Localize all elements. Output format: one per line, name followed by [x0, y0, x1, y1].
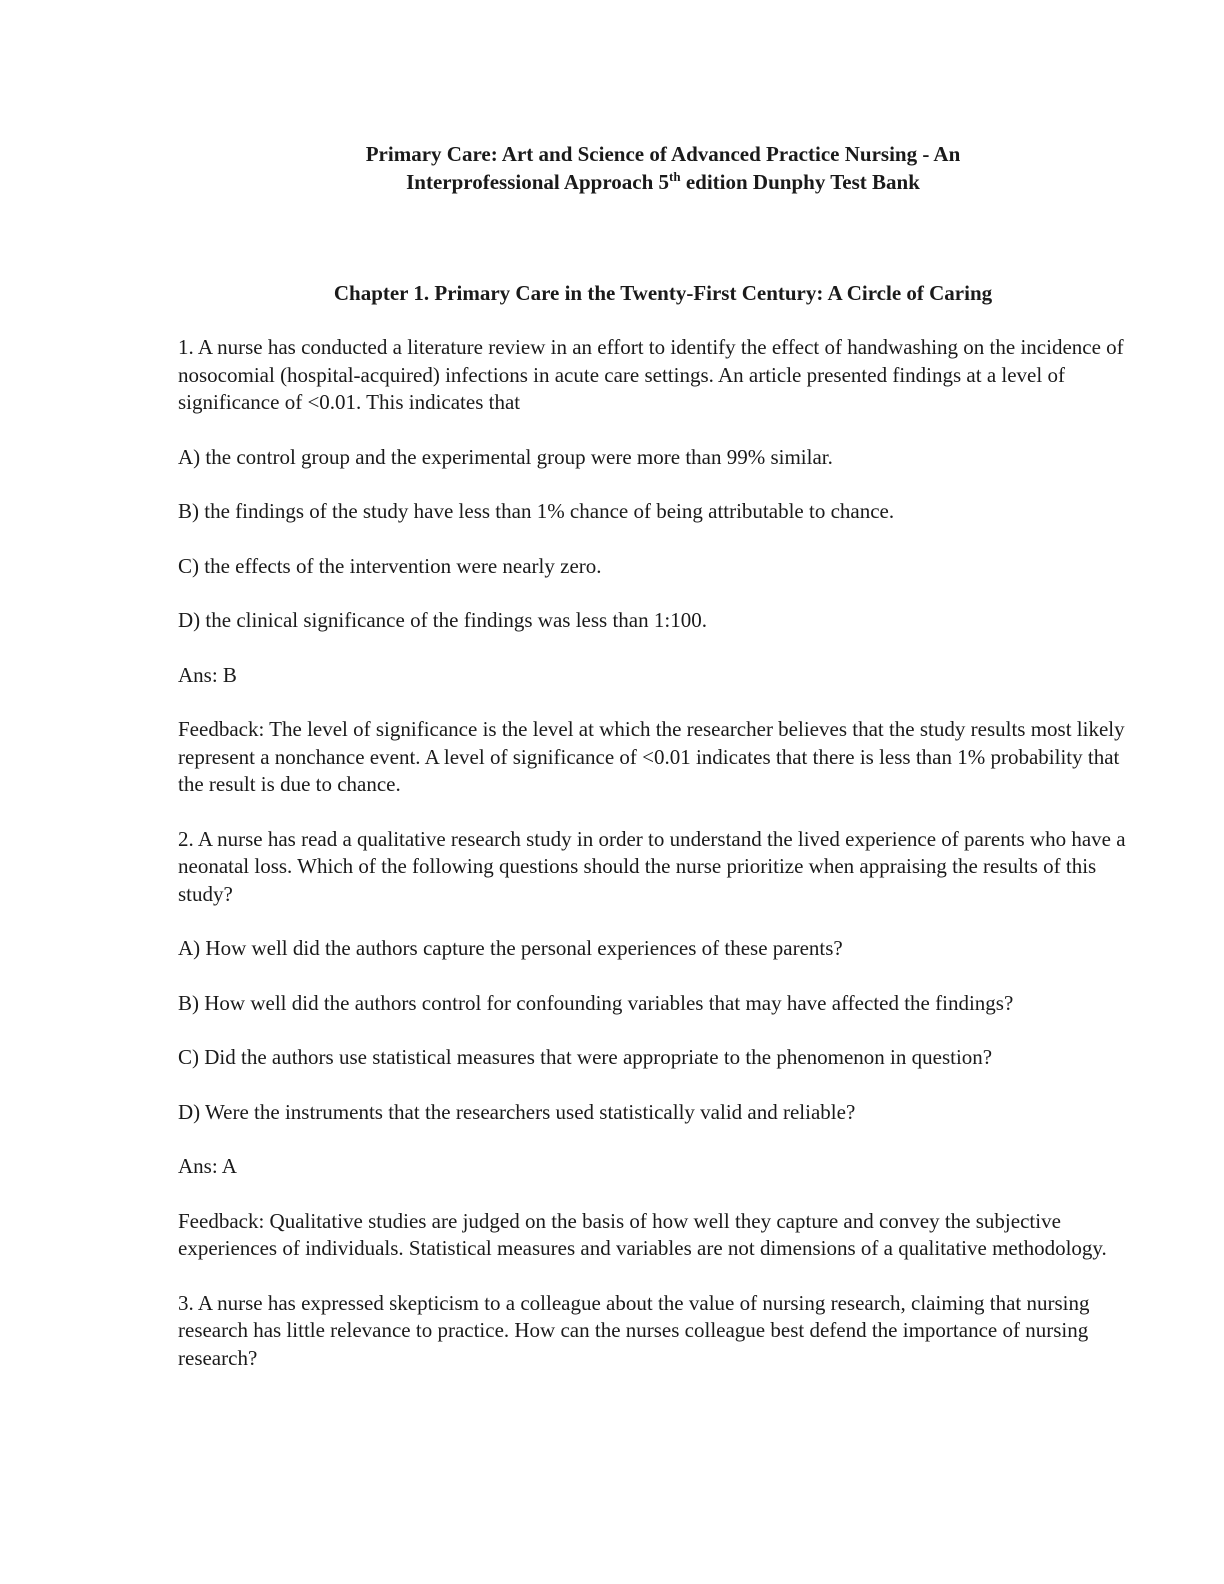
- question-1-answer: Ans: B: [178, 662, 237, 687]
- question-1-option-a: A) the control group and the experimental group were more than 99% similar.: [178, 444, 833, 469]
- question-2-option-c: C) Did the authors use statistical measures that were appropriate to the phenomenon in question?: [178, 1045, 993, 1069]
- document-page: [178, 140, 1148, 1372]
- question-2-feedback: Feedback: Qualitative studies are judged on the basis of how well they capture and convey the subjective experiences of individuals. Statistical measures and variables are not dimensions of a qualitative methodology.: [178, 1208, 1107, 1260]
- question-2-stem: 2. A nurse has read a qualitative research study in order to understand the lived experience of parents who have a neonatal loss. Which of the following questions should the nurse prioritize when appraising the results of this study?: [178, 826, 1126, 906]
- question-2-option-b: B) How well did the authors control for confounding variables that may have affected the findings?: [178, 990, 1014, 1015]
- document-title: [178, 140, 1148, 196]
- question-3-stem: 3. A nurse has expressed skepticism to a colleague about the value of nursing research, claiming that nursing research has little relevance to practice. How can the nurses colleague best defend the importance of nursing research?: [178, 1290, 1090, 1370]
- question-2-answer: Ans: A: [178, 1154, 237, 1178]
- question-1-stem: 1. A nurse has conducted a literature review in an effort to identify the effect of handwashing on the incidence of nosocomial (hospital-acquired) infections in acute care settings. An article presented findings at a level of significance of <0.01. This indicates that: [178, 335, 1124, 414]
- question-1-option-c: C) the effects of the intervention were nearly zero.: [178, 553, 602, 578]
- title-superscript: th: [669, 169, 681, 184]
- title-line-2-rest: edition Dunphy Test Bank: [680, 170, 920, 194]
- question-1-feedback: Feedback: The level of significance is the level at which the researcher believes that the study results most likely represent a nonchance event. A level of significance of <0.01 indicates that there is less than 1% probability that the result is due to chance.: [178, 717, 1125, 796]
- question-1-option-b: B) the findings of the study have less than 1% chance of being attributable to chance.: [178, 499, 895, 523]
- chapter-heading: Chapter 1. Primary Care in the Twenty-First Century: A Circle of Caring: [333, 281, 993, 305]
- title-line-1: Primary Care: Art and Science of Advanced Practice Nursing - An: [365, 142, 961, 166]
- title-line-2-main: Interprofessional Approach 5: [406, 170, 670, 194]
- question-1-option-d: D) the clinical significance of the findings was less than 1:100.: [178, 608, 707, 632]
- question-2-option-d: D) Were the instruments that the researchers used statistically valid and reliable?: [178, 1099, 856, 1124]
- question-2-option-a: A) How well did the authors capture the personal experiences of these parents?: [178, 936, 843, 960]
